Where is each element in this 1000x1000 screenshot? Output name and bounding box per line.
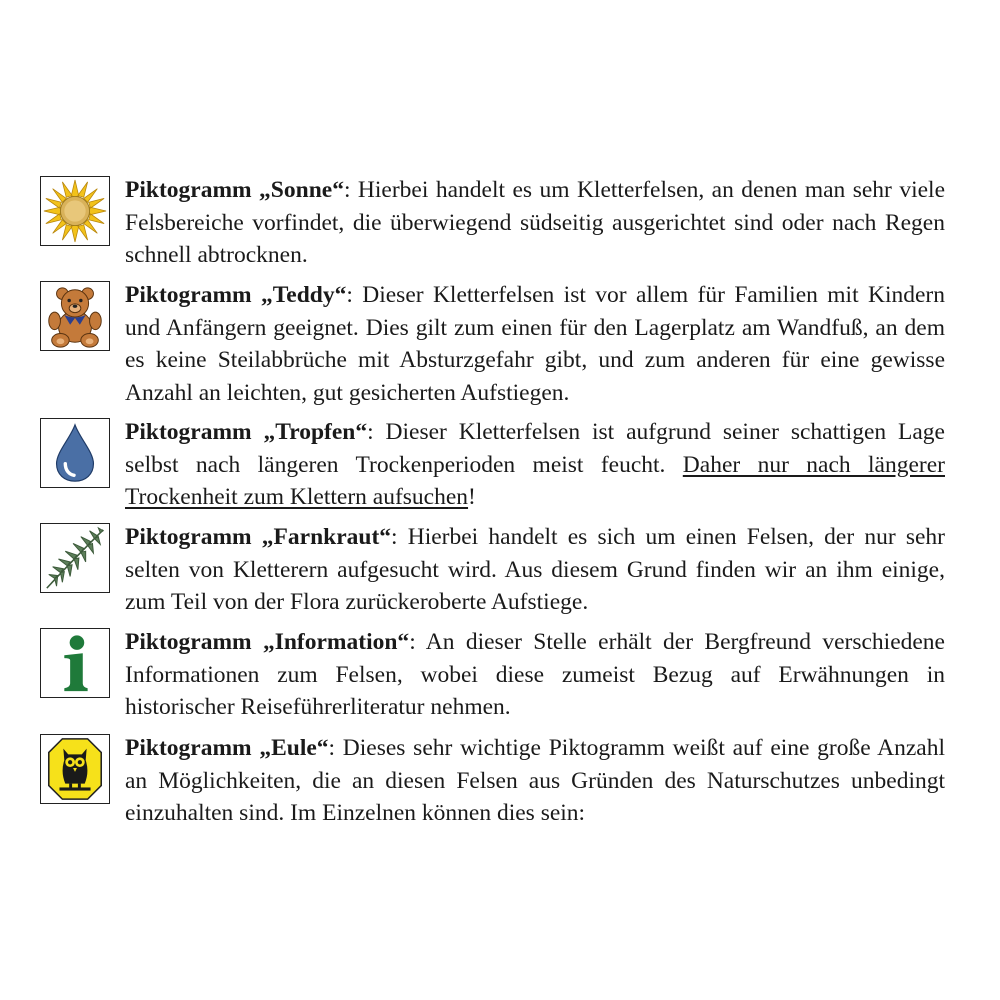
entry-text [125, 279, 945, 409]
water-drop-icon [40, 418, 110, 488]
entry-text [125, 732, 945, 830]
entry-title: Piktogramm „Tropfen“ [125, 419, 368, 445]
entry-text [125, 521, 945, 619]
entry-body: : Dieser Kletterfelsen ist aufgrund seiner schattigen Lage selbst nach längeren Trockenperioden meist feucht. [125, 419, 945, 478]
entry-title: Piktogramm „Sonne“ [125, 177, 344, 203]
entry-body: : An dieser Stelle erhält der Bergfreund verschiedene Informationen zum Felsen, wobei diese zumeist Bezug auf Erwähnungen in historischer Reiseführerliteratur nehmen. [125, 629, 945, 720]
entry-text [125, 626, 945, 724]
entry-title: Piktogramm „Information“ [125, 629, 410, 655]
entry-body: : Dieses sehr wichtige Piktogramm weißt auf eine große Anzahl an Möglichkeiten, die an diesen Felsen aus Gründen des Naturschutzes unbedingt einzuhalten sind. Im Einzelnen können dies sein: [125, 735, 945, 826]
entry-body: : Dieser Kletterfelsen ist vor allem für Familien mit Kindern und Anfängern geeignet. Dies gilt zum einen für den Lagerplatz am Wandfuß, an dem es keine Steilabbrüche mit Absturzgefahr gibt, und zum anderen für eine gewisse Anzahl an leichten, gut gesicherten Aufstiegen. [125, 282, 945, 406]
entry-title: Piktogramm „Teddy“ [125, 282, 347, 308]
entry-title: Piktogramm „Eule“ [125, 735, 329, 761]
owl-icon [40, 734, 110, 804]
information-icon [40, 628, 110, 698]
entry-body: : Hierbei handelt es sich um einen Felsen, der nur sehr selten von Kletterern aufgesucht wird. Aus diesem Grund finden wir an ihm einige, zum Teil von der Flora zurückeroberte Aufstiege. [125, 524, 945, 615]
entry-body: : Hierbei handelt es um Kletterfelsen, an denen man sehr viele Felsbereiche vorfindet, die überwiegend südseitig ausgerichtet sind oder nach Regen schnell abtrocknen. [125, 177, 945, 268]
teddy-bear-icon [40, 281, 110, 351]
fern-icon [40, 523, 110, 593]
sun-icon [40, 176, 110, 246]
entry-title: Piktogramm „Farnkraut“ [125, 524, 392, 550]
entry-underlined-note: Daher nur nach längerer Trockenheit zum Klettern aufsuchen [125, 451, 945, 510]
entry-body-end: ! [468, 484, 476, 510]
entry-text [125, 174, 945, 272]
entry-text [125, 416, 945, 514]
